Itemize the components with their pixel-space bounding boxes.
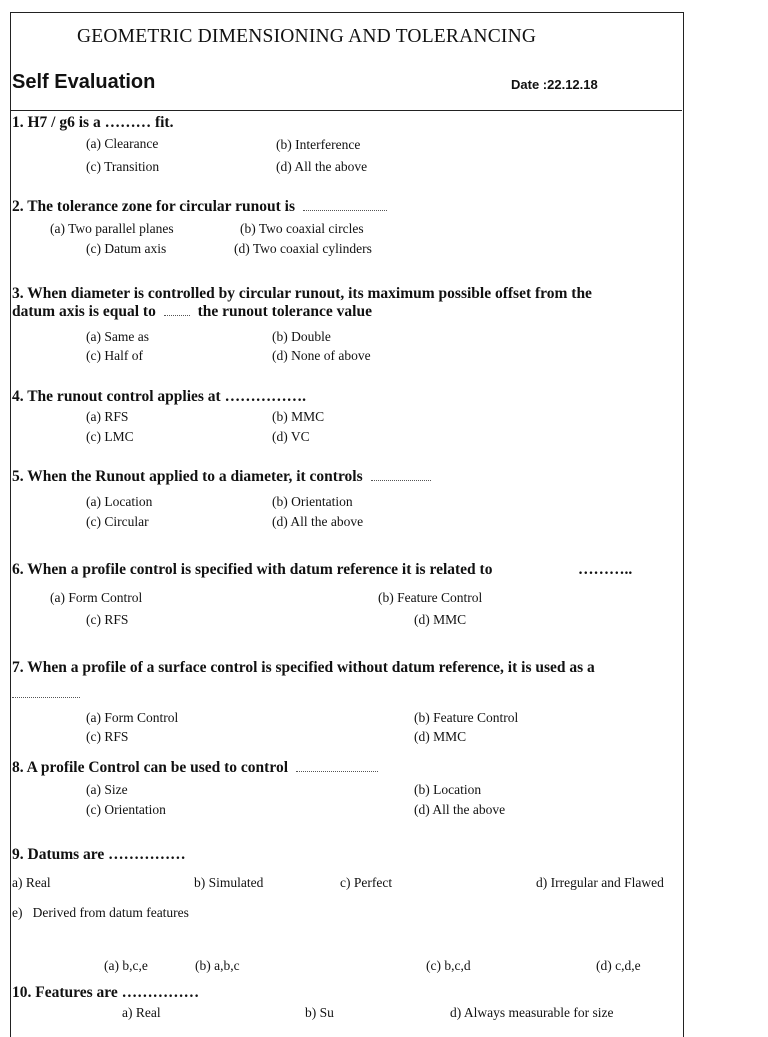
question-4: 4. The runout control applies at ……………. <box>12 388 306 405</box>
question-7-answer-line <box>12 685 80 703</box>
answer-9b: (b) a,b,c <box>195 958 240 973</box>
option-2c: (c) Datum axis <box>86 241 167 256</box>
option-1d: (d) All the above <box>276 159 368 174</box>
option-7c: (c) RFS <box>86 729 129 744</box>
option-5a: (a) Location <box>86 494 153 509</box>
option-3c: (c) Half of <box>86 348 143 363</box>
option-5d: (d) All the above <box>272 514 364 529</box>
option-1a: (a) Clearance <box>86 136 159 151</box>
option-4b: (b) MMC <box>272 409 325 424</box>
question-5-text: 5. When the Runout applied to a diameter, it controls <box>12 468 363 485</box>
option-7b: (b) Feature Control <box>414 710 519 725</box>
option-9e: e) Derived from datum features <box>12 905 189 920</box>
date-label: Date :22.12.18 <box>511 77 598 92</box>
option-2d: (d) Two coaxial cylinders <box>234 241 372 256</box>
option-1b: (b) Interference <box>276 137 361 152</box>
question-1: 1. H7 / g6 is a ……… fit. <box>12 114 174 131</box>
answer-blank <box>303 200 387 211</box>
option-8a: (a) Size <box>86 782 128 797</box>
question-8-text: 8. A profile Control can be used to control <box>12 759 288 776</box>
question-8 <box>12 759 378 777</box>
option-4d: (d) VC <box>272 429 310 444</box>
option-4c: (c) LMC <box>86 429 134 444</box>
option-9a: a) Real <box>12 875 51 890</box>
option-4a: (a) RFS <box>86 409 129 424</box>
question-10: 10. Features are …………… <box>12 984 200 1001</box>
question-3-line-2 <box>12 303 372 321</box>
option-8d: (d) All the above <box>414 802 506 817</box>
option-5b: (b) Orientation <box>272 494 353 509</box>
option-3d: (d) None of above <box>272 348 371 363</box>
option-2b: (b) Two coaxial circles <box>240 221 364 236</box>
question-9: 9. Datums are …………… <box>12 846 186 863</box>
option-7d: (d) MMC <box>414 729 467 744</box>
option-9d: d) Irregular and Flawed <box>536 875 664 890</box>
page-title: GEOMETRIC DIMENSIONING AND TOLERANCING <box>77 26 537 47</box>
question-7: 7. When a profile of a surface control is specified without datum reference, it is used as a <box>12 659 595 676</box>
option-10b: b) Su <box>305 1005 334 1020</box>
question-2-text: 2. The tolerance zone for circular runout is <box>12 198 295 215</box>
option-8c: (c) Orientation <box>86 802 166 817</box>
answer-9a: (a) b,c,e <box>104 958 148 973</box>
option-1c: (c) Transition <box>86 159 160 174</box>
option-6d: (d) MMC <box>414 612 467 627</box>
option-2a: (a) Two parallel planes <box>50 221 174 236</box>
option-10d: d) Always measurable for size <box>450 1005 614 1020</box>
option-3b: (b) Double <box>272 329 331 344</box>
question-3-line-1: 3. When diameter is controlled by circular runout, its maximum possible offset from the <box>12 285 592 302</box>
answer-blank <box>164 305 190 316</box>
question-2 <box>12 198 387 216</box>
answer-9c: (c) b,c,d <box>426 958 471 973</box>
option-8b: (b) Location <box>414 782 482 797</box>
option-5c: (c) Circular <box>86 514 149 529</box>
option-6b: (b) Feature Control <box>378 590 483 605</box>
answer-9d: (d) c,d,e <box>596 958 641 973</box>
answer-blank <box>371 470 431 481</box>
option-3a: (a) Same as <box>86 329 149 344</box>
option-6c: (c) RFS <box>86 612 129 627</box>
question-5 <box>12 468 431 486</box>
header-divider <box>10 110 682 111</box>
answer-blank <box>296 761 378 772</box>
option-9c: c) Perfect <box>340 875 393 890</box>
option-10a: a) Real <box>122 1005 161 1020</box>
section-subtitle: Self Evaluation <box>12 71 156 93</box>
question-6: 6. When a profile control is specified with datum reference it is related to <box>12 561 493 578</box>
question-3-text-b: the runout tolerance value <box>197 303 372 320</box>
option-7a: (a) Form Control <box>86 710 179 725</box>
answer-blank <box>12 687 80 698</box>
option-6a: (a) Form Control <box>50 590 143 605</box>
question-6-blank: ……….. <box>578 561 633 578</box>
question-3-text-a: datum axis is equal to <box>12 303 156 320</box>
option-9b: b) Simulated <box>194 875 264 890</box>
